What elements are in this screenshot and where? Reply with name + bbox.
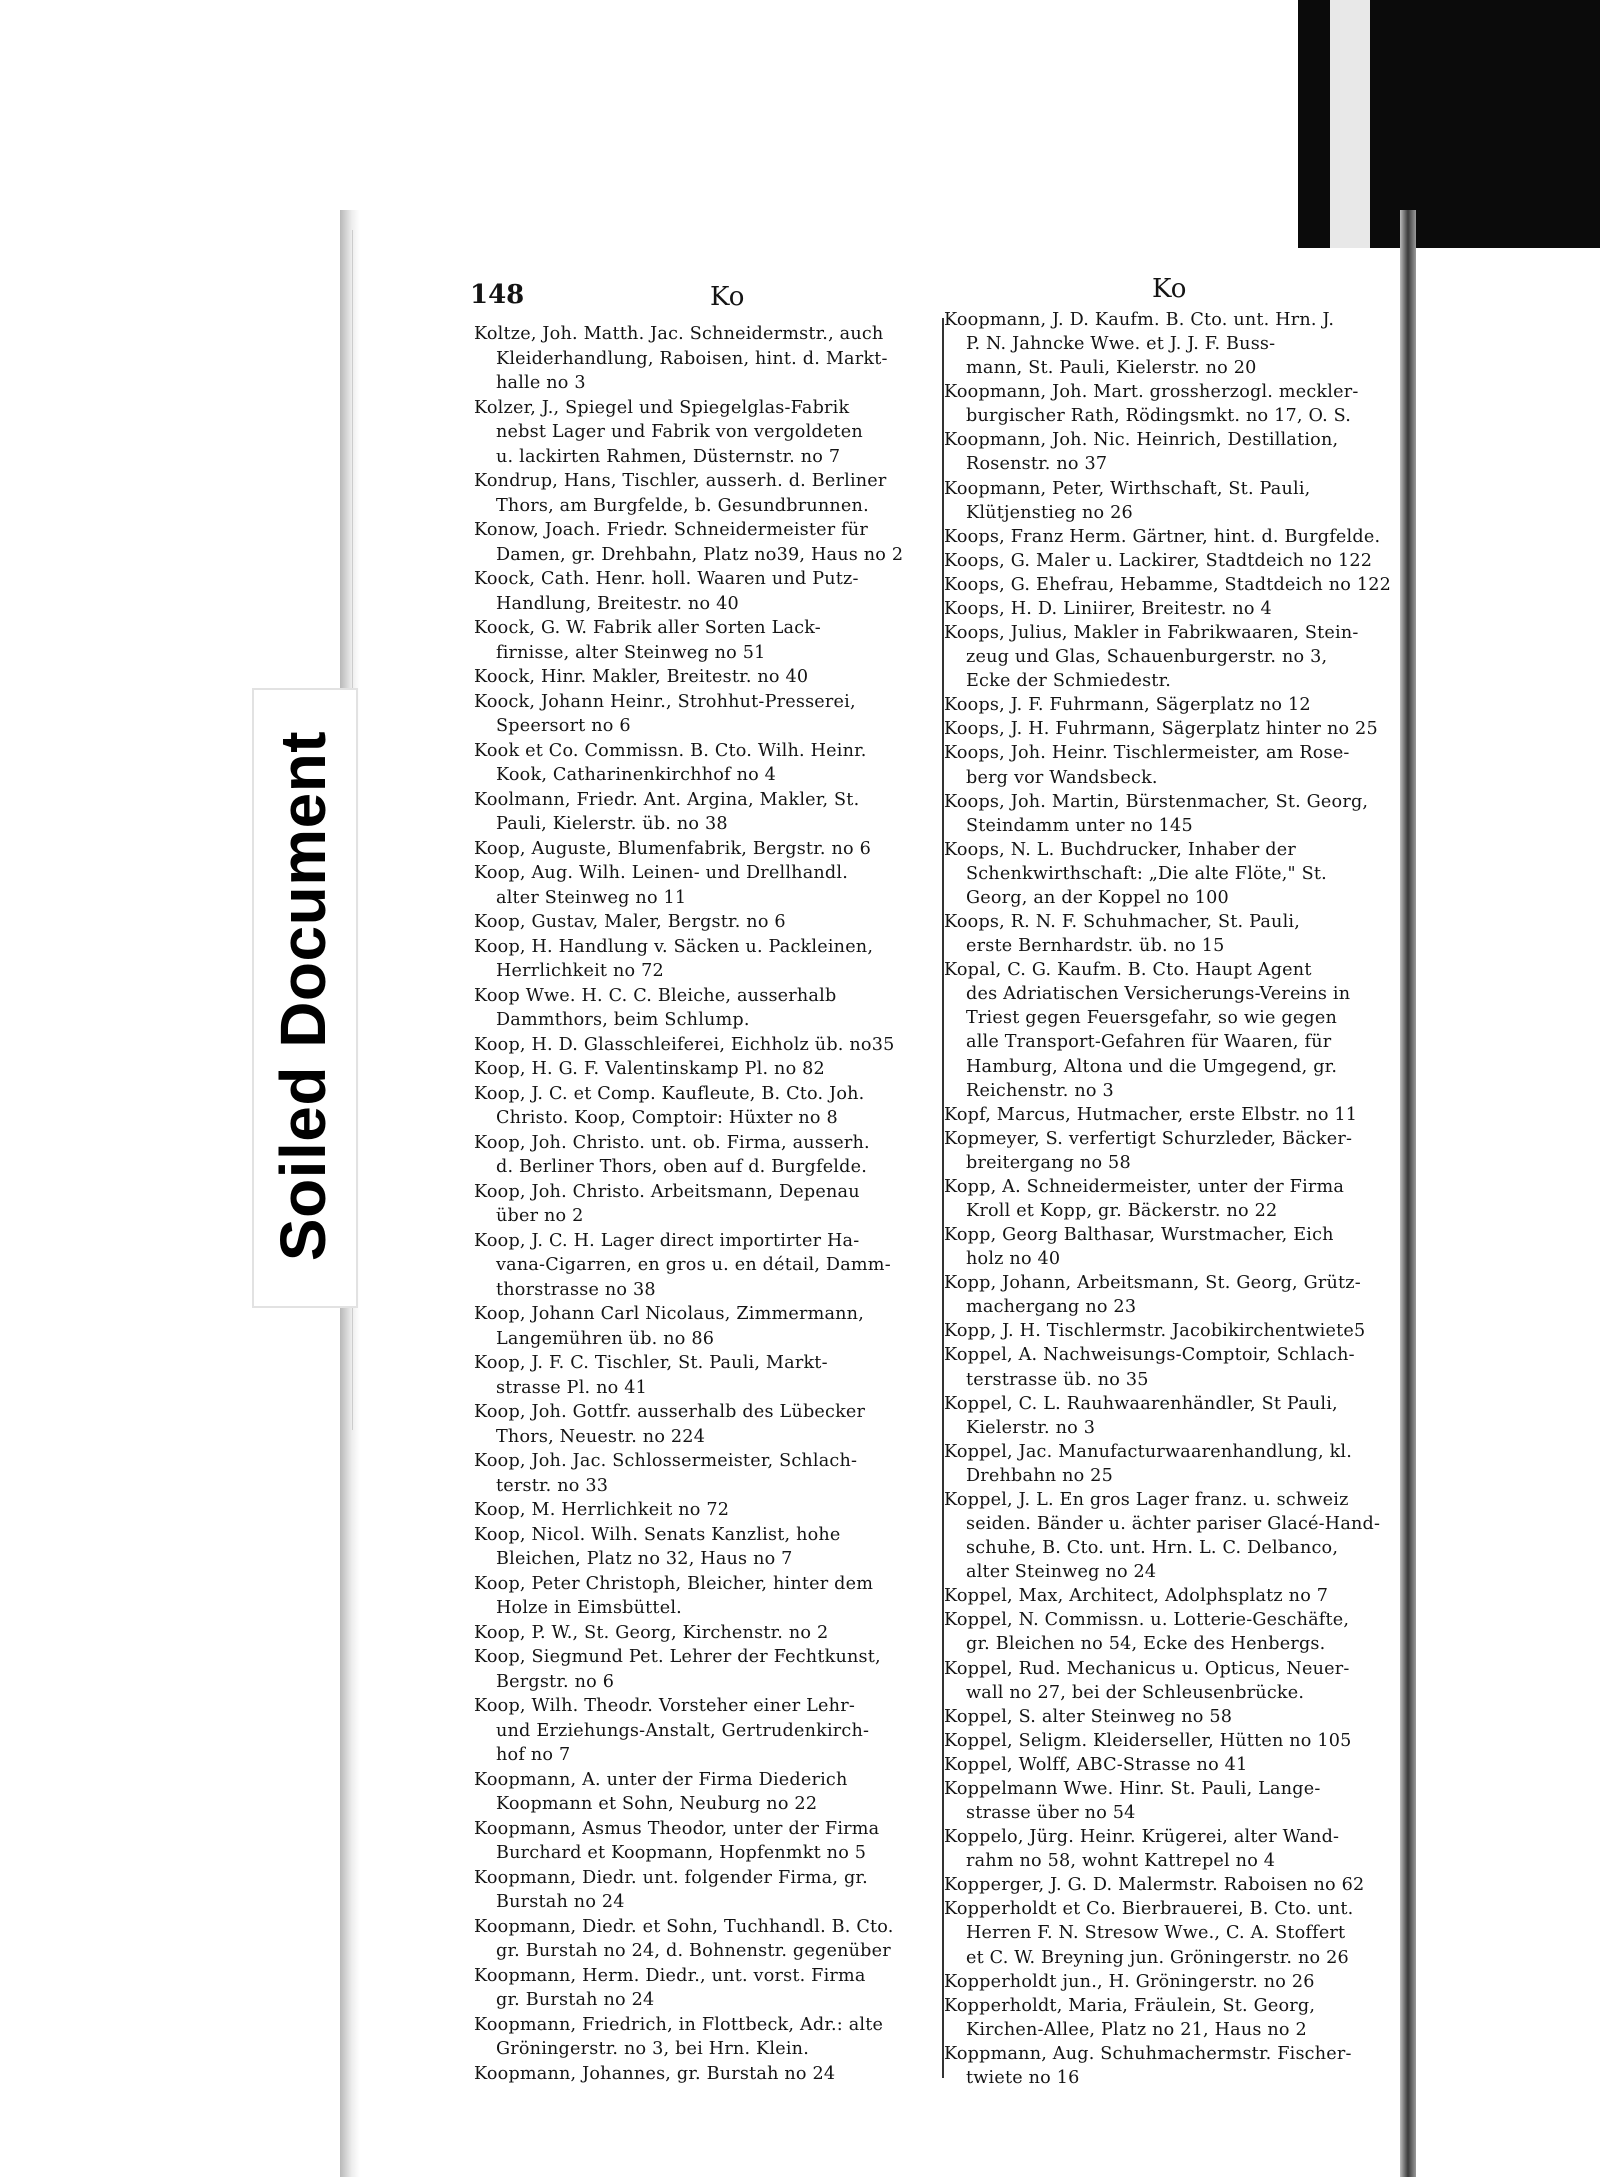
running-head-left: Ko bbox=[710, 282, 745, 312]
directory-entry bbox=[944, 1873, 1364, 1897]
entry-name-line: Kopp, J. H. Tischlermstr. Jacobikirchentwiete5 bbox=[944, 1321, 1366, 1342]
directory-entry bbox=[474, 1915, 894, 1964]
entry-name-line: Kolzer, J., Spiegel und Spiegelglas-Fabrik bbox=[474, 397, 850, 418]
entry-name-line: Koppel, C. L. Rauhwaarenhändler, St Pauli, bbox=[944, 1393, 1338, 1414]
directory-entry bbox=[944, 693, 1311, 717]
directory-entry bbox=[474, 1131, 870, 1180]
entry-name-line: Koock, G. W. Fabrik aller Sorten Lack- bbox=[474, 618, 821, 638]
entry-continuation-line: und Erziehungs-Anstalt, Gertrudenkirch- bbox=[496, 1720, 870, 1741]
entry-name-line: Koppel, J. L. En gros Lager franz. u. schweiz bbox=[944, 1489, 1349, 1510]
entry-name-line: Koltze, Joh. Matth. Jac. Schneidermstr., auch bbox=[474, 324, 884, 344]
entry-name-line: Kopal, C. G. Kaufm. B. Cto. Haupt Agent bbox=[944, 960, 1312, 981]
entry-name-line: Kopp, Georg Balthasar, Wurstmacher, Eich bbox=[944, 1225, 1334, 1246]
directory-entry bbox=[944, 1175, 1344, 1223]
entry-continuation-line: über no 2 bbox=[496, 1206, 584, 1226]
entry-continuation-line: hof no 7 bbox=[496, 1745, 571, 1765]
entry-name-line: Koop, Siegmund Pet. Lehrer der Fechtkunst, bbox=[474, 1647, 881, 1667]
entry-continuation-line: Georg, an der Koppel no 100 bbox=[966, 887, 1229, 908]
directory-entry bbox=[944, 1753, 1247, 1777]
directory-entry bbox=[944, 1777, 1321, 1825]
directory-entry bbox=[944, 790, 1368, 838]
directory-entry bbox=[474, 1572, 873, 1621]
directory-entry bbox=[474, 616, 821, 665]
entry-continuation-line: Gröningerstr. no 3, bei Hrn. Klein. bbox=[496, 2039, 809, 2059]
directory-entry bbox=[474, 984, 836, 1033]
entry-continuation-line: Dammthors, beim Schlump. bbox=[496, 1010, 750, 1030]
entry-name-line: Koppmann, Aug. Schuhmachermstr. Fischer- bbox=[944, 2043, 1352, 2064]
directory-entry bbox=[944, 1488, 1380, 1584]
entry-continuation-line: Schenkwirthschaft: „Die alte Flöte," St. bbox=[966, 863, 1327, 884]
entry-continuation-line: nebst Lager und Fabrik von vergoldeten bbox=[496, 422, 863, 442]
directory-entry bbox=[944, 1897, 1353, 1969]
directory-entry bbox=[944, 1392, 1338, 1440]
entry-continuation-line: Thors, am Burgfelde, b. Gesundbrunnen. bbox=[496, 495, 869, 516]
directory-entry bbox=[474, 837, 871, 862]
entry-name-line: Koolmann, Friedr. Ant. Argina, Makler, St. bbox=[474, 789, 860, 810]
entry-name-line: Koop, J. C. et Comp. Kaufleute, B. Cto. Joh. bbox=[474, 1083, 865, 1104]
entry-continuation-line: Kleiderhandlung, Raboisen, hint. d. Markt- bbox=[496, 348, 888, 369]
directory-entry bbox=[474, 469, 887, 518]
entry-name-line: Koops, H. D. Liniirer, Breitestr. no 4 bbox=[944, 598, 1272, 619]
soiled-document-label: Soiled Document bbox=[267, 730, 339, 1262]
directory-entry bbox=[944, 1584, 1328, 1608]
entry-name-line: Koop, Joh. Christo. unt. ob. Firma, ausserh. bbox=[474, 1132, 870, 1153]
entry-continuation-line: alter Steinweg no 24 bbox=[966, 1562, 1157, 1583]
directory-entry bbox=[474, 739, 867, 788]
entry-name-line: Kopperholdt jun., H. Gröningerstr. no 26 bbox=[944, 1971, 1315, 1992]
directory-entry bbox=[944, 1825, 1339, 1873]
entry-continuation-line: alle Transport-Gefahren für Waaren, für bbox=[966, 1032, 1332, 1053]
directory-entry bbox=[944, 573, 1391, 597]
entry-name-line: Koops, R. N. F. Schuhmacher, St. Pauli, bbox=[944, 912, 1301, 933]
entry-continuation-line: mann, St. Pauli, Kielerstr. no 20 bbox=[966, 358, 1257, 379]
entry-name-line: Koock, Johann Heinr., Strohhut-Presserei, bbox=[474, 691, 856, 712]
entry-continuation-line: Damen, gr. Drehbahn, Platz no39, Haus no 2 bbox=[496, 544, 904, 565]
directory-entry bbox=[944, 1440, 1352, 1488]
entry-name-line: Koop, Peter Christoph, Bleicher, hinter dem bbox=[474, 1573, 874, 1594]
page-number: 148 bbox=[470, 280, 525, 310]
entry-name-line: Koock, Hinr. Makler, Breitestr. no 40 bbox=[474, 667, 809, 687]
entry-name-line: Koop, Auguste, Blumenfabrik, Bergstr. no 6 bbox=[474, 838, 871, 859]
directory-entry bbox=[474, 788, 859, 837]
entry-continuation-line: gr. Burstah no 24 bbox=[496, 1990, 655, 2010]
entry-name-line: Koops, G. Maler u. Lackirer, Stadtdeich no 122 bbox=[944, 550, 1373, 571]
directory-entry bbox=[474, 1498, 729, 1523]
entry-name-line: Koops, G. Ehefrau, Hebamme, Stadtdeich no 122 bbox=[944, 574, 1392, 595]
directory-entry bbox=[474, 1694, 869, 1768]
entry-name-line: Koop, P. W., St. Georg, Kirchenstr. no 2 bbox=[474, 1622, 829, 1643]
entry-continuation-line: Reichenstr. no 3 bbox=[966, 1080, 1114, 1101]
directory-entry bbox=[474, 935, 873, 984]
entry-continuation-line: vana-Cigarren, en gros u. en détail, Damm- bbox=[496, 1255, 891, 1275]
entry-continuation-line: Kroll et Kopp, gr. Bäckerstr. no 22 bbox=[966, 1200, 1278, 1221]
entry-continuation-line: Handlung, Breitestr. no 40 bbox=[496, 593, 739, 614]
directory-entry bbox=[944, 958, 1350, 1102]
directory-entry bbox=[474, 1082, 864, 1131]
entry-name-line: Koop, H. D. Glasschleiferei, Eichholz üb. no35 bbox=[474, 1034, 895, 1055]
entry-continuation-line: Hamburg, Altona und die Umgegend, gr. bbox=[966, 1056, 1338, 1077]
entry-name-line: Koopmann, Diedr. et Sohn, Tuchhandl. B. Cto. bbox=[474, 1916, 894, 1937]
directory-entry bbox=[474, 2013, 883, 2062]
directory-entry bbox=[944, 1127, 1352, 1175]
entry-continuation-line: Holze in Eimsbüttel. bbox=[496, 1598, 682, 1618]
entry-continuation-line: firnisse, alter Steinweg no 51 bbox=[496, 642, 766, 663]
directory-entry bbox=[474, 665, 808, 690]
entry-continuation-line: P. N. Jahncke Wwe. et J. J. F. Buss- bbox=[966, 334, 1276, 355]
directory-entry bbox=[474, 861, 848, 910]
entry-continuation-line: Drehbahn no 25 bbox=[966, 1465, 1113, 1486]
entry-continuation-line: des Adriatischen Versicherungs-Vereins in bbox=[966, 984, 1351, 1005]
directory-entry bbox=[474, 1964, 866, 2013]
entry-name-line: Kopperholdt et Co. Bierbrauerei, B. Cto. unt. bbox=[944, 1899, 1354, 1920]
entry-continuation-line: Kielerstr. no 3 bbox=[966, 1417, 1096, 1438]
directory-entry bbox=[944, 477, 1310, 525]
entry-continuation-line: Ecke der Schmiedestr. bbox=[966, 671, 1172, 692]
entry-continuation-line: terstrasse üb. no 35 bbox=[966, 1369, 1149, 1390]
entry-continuation-line: gr. Burstah no 24, d. Bohnenstr. gegenüber bbox=[496, 1941, 891, 1961]
directory-entry bbox=[944, 1994, 1315, 2042]
entry-name-line: Koopmann, Herm. Diedr., unt. vorst. Firma bbox=[474, 1965, 866, 1986]
entry-continuation-line: strasse über no 54 bbox=[966, 1803, 1136, 1824]
directory-entry bbox=[474, 2062, 835, 2087]
directory-entry bbox=[474, 396, 863, 470]
entry-continuation-line: machergang no 23 bbox=[966, 1297, 1137, 1318]
directory-entry bbox=[474, 1400, 865, 1449]
entry-name-line: Kopp, A. Schneidermeister, unter der Firma bbox=[944, 1176, 1345, 1197]
entry-continuation-line: zeug und Glas, Schauenburgerstr. no 3, bbox=[966, 647, 1328, 668]
entry-name-line: Koopmann, Joh. Mart. grossherzogl. meckler- bbox=[944, 382, 1359, 403]
entry-continuation-line: terstr. no 33 bbox=[496, 1475, 609, 1496]
entry-continuation-line: Burstah no 24 bbox=[496, 1892, 625, 1912]
directory-entry bbox=[474, 1768, 848, 1817]
entry-continuation-line: berg vor Wandsbeck. bbox=[966, 767, 1158, 788]
directory-entry bbox=[944, 1705, 1232, 1729]
entry-continuation-line: Herren F. N. Stresow Wwe., C. A. Stoffert bbox=[966, 1923, 1346, 1944]
entry-name-line: Kopp, Johann, Arbeitsmann, St. Georg, Grütz- bbox=[944, 1273, 1361, 1294]
entry-name-line: Koop Wwe. H. C. C. Bleiche, ausserhalb bbox=[474, 985, 837, 1006]
directory-entry bbox=[474, 1302, 864, 1351]
directory-entry bbox=[944, 380, 1359, 428]
directory-entry bbox=[474, 518, 903, 567]
entry-continuation-line: Herrlichkeit no 72 bbox=[496, 961, 664, 981]
directory-entry bbox=[474, 1621, 828, 1646]
directory-entry bbox=[944, 1271, 1361, 1319]
directory-entry bbox=[474, 1229, 891, 1303]
entry-name-line: Koops, Joh. Heinr. Tischlermeister, am Rose- bbox=[944, 743, 1350, 764]
entry-name-line: Kondrup, Hans, Tischler, ausserh. d. Berliner bbox=[474, 471, 887, 491]
entry-continuation-line: Kook, Catharinenkirchhof no 4 bbox=[496, 765, 777, 785]
entry-name-line: Kook et Co. Commissn. B. Cto. Wilh. Heinr. bbox=[474, 740, 867, 761]
entry-name-line: Koops, Franz Herm. Gärtner, hint. d. Burgfelde. bbox=[944, 526, 1381, 547]
entry-continuation-line: erste Bernhardstr. üb. no 15 bbox=[966, 936, 1225, 957]
entry-name-line: Koop, J. C. H. Lager direct importirter Ha- bbox=[474, 1230, 860, 1251]
entry-continuation-line: Thors, Neuestr. no 224 bbox=[496, 1426, 706, 1447]
directory-entry bbox=[944, 428, 1338, 476]
entry-name-line: Koops, N. L. Buchdrucker, Inhaber der bbox=[944, 839, 1296, 860]
entry-continuation-line: wall no 27, bei der Schleusenbrücke. bbox=[966, 1682, 1305, 1703]
directory-entry bbox=[944, 1608, 1349, 1656]
entry-name-line: Koopmann, Joh. Nic. Heinrich, Destillation, bbox=[944, 430, 1339, 451]
entry-continuation-line: Christo. Koop, Comptoir: Hüxter no 8 bbox=[496, 1108, 838, 1128]
entry-continuation-line: d. Berliner Thors, oben auf d. Burgfelde. bbox=[496, 1157, 867, 1177]
directory-entry bbox=[944, 741, 1350, 789]
entry-name-line: Koop, J. F. C. Tischler, St. Pauli, Markt- bbox=[474, 1353, 828, 1373]
directory-entry bbox=[944, 1657, 1350, 1705]
entry-continuation-line: burgischer Rath, Rödingsmkt. no 17, O. S. bbox=[966, 406, 1352, 427]
entry-name-line: Konow, Joach. Friedr. Schneidermeister für bbox=[474, 520, 869, 540]
entry-name-line: Koppel, Max, Architect, Adolphsplatz no 7 bbox=[944, 1586, 1329, 1607]
directory-entry bbox=[474, 1180, 860, 1229]
entry-continuation-line: Klütjenstieg no 26 bbox=[966, 502, 1133, 523]
entry-name-line: Koopmann, Diedr. unt. folgender Firma, gr. bbox=[474, 1867, 868, 1888]
entry-continuation-line: thorstrasse no 38 bbox=[496, 1279, 656, 1300]
entry-name-line: Koopmann, Peter, Wirthschaft, St. Pauli, bbox=[944, 478, 1311, 499]
entry-name-line: Koop, Joh. Gottfr. ausserhalb des Lübecker bbox=[474, 1402, 866, 1422]
directory-entry bbox=[474, 567, 859, 616]
entry-name-line: Koop, Joh. Christo. Arbeitsmann, Depenau bbox=[474, 1181, 860, 1202]
directory-entry bbox=[944, 525, 1380, 549]
directory-entry bbox=[944, 1343, 1355, 1391]
entry-name-line: Koppel, Seligm. Kleiderseller, Hütten no 105 bbox=[944, 1730, 1352, 1751]
entry-name-line: Kopmeyer, S. verfertigt Schurzleder, Bäcker- bbox=[944, 1128, 1353, 1149]
entry-continuation-line: Steindamm unter no 145 bbox=[966, 815, 1193, 836]
directory-entry bbox=[474, 1523, 841, 1572]
entry-continuation-line: twiete no 16 bbox=[966, 2067, 1080, 2088]
entry-name-line: Koopmann, A. unter der Firma Diederich bbox=[474, 1769, 848, 1790]
entry-continuation-line: Kirchen-Allee, Platz no 21, Haus no 2 bbox=[966, 2019, 1307, 2040]
entry-name-line: Koopmann, Asmus Theodor, unter der Firma bbox=[474, 1818, 880, 1839]
entry-continuation-line: Rosenstr. no 37 bbox=[966, 454, 1108, 475]
entry-continuation-line: et C. W. Breyning jun. Gröningerstr. no 26 bbox=[966, 1947, 1349, 1968]
entry-name-line: Koopmann, Johannes, gr. Burstah no 24 bbox=[474, 2063, 836, 2084]
entry-continuation-line: Bergstr. no 6 bbox=[496, 1671, 615, 1692]
directory-entry bbox=[474, 1817, 879, 1866]
entry-name-line: Koppel, A. Nachweisungs-Comptoir, Schlach- bbox=[944, 1345, 1355, 1366]
book-gutter bbox=[1400, 210, 1416, 2177]
directory-entry bbox=[944, 1729, 1352, 1753]
scan-edge-band bbox=[1330, 0, 1370, 248]
entry-continuation-line: alter Steinweg no 11 bbox=[496, 887, 687, 908]
directory-entry bbox=[474, 1351, 828, 1400]
entry-name-line: Koppel, Rud. Mechanicus u. Opticus, Neuer- bbox=[944, 1658, 1350, 1679]
directory-entry bbox=[474, 910, 786, 935]
entry-name-line: Koops, Julius, Makler in Fabrikwaaren, Stein- bbox=[944, 623, 1359, 644]
entry-continuation-line: Triest gegen Feuersgefahr, so wie gegen bbox=[966, 1008, 1338, 1029]
directory-entry bbox=[474, 690, 856, 739]
directory-entry bbox=[474, 1033, 895, 1058]
entry-name-line: Koppel, Jac. Manufacturwaarenhandlung, kl. bbox=[944, 1441, 1353, 1462]
directory-entry bbox=[944, 838, 1327, 910]
entry-name-line: Koppel, S. alter Steinweg no 58 bbox=[944, 1706, 1233, 1727]
entry-continuation-line: Burchard et Koopmann, Hopfenmkt no 5 bbox=[496, 1843, 867, 1863]
entry-name-line: Koop, Joh. Jac. Schlossermeister, Schlach- bbox=[474, 1451, 858, 1471]
entry-continuation-line: schuhe, B. Cto. unt. Hrn. L. C. Delbanco, bbox=[966, 1538, 1339, 1559]
entry-continuation-line: strasse Pl. no 41 bbox=[496, 1377, 648, 1398]
entry-name-line: Koop, H. Handlung v. Säcken u. Packleinen, bbox=[474, 936, 874, 957]
entry-continuation-line: Bleichen, Platz no 32, Haus no 7 bbox=[496, 1549, 793, 1569]
entry-continuation-line: Pauli, Kielerstr. üb. no 38 bbox=[496, 814, 728, 834]
entry-continuation-line: Speersort no 6 bbox=[496, 716, 631, 736]
directory-entry bbox=[944, 597, 1272, 621]
entry-name-line: Koop, H. G. F. Valentinskamp Pl. no 82 bbox=[474, 1059, 825, 1079]
entry-name-line: Koop, Gustav, Maler, Bergstr. no 6 bbox=[474, 912, 786, 932]
entry-name-line: Koops, J. F. Fuhrmann, Sägerplatz no 12 bbox=[944, 695, 1311, 716]
entry-continuation-line: rahm no 58, wohnt Kattrepel no 4 bbox=[966, 1851, 1276, 1872]
entry-name-line: Koppelo, Jürg. Heinr. Krügerei, alter Wand- bbox=[944, 1827, 1340, 1848]
entry-name-line: Koop, M. Herrlichkeit no 72 bbox=[474, 1500, 730, 1520]
entry-continuation-line: halle no 3 bbox=[496, 373, 586, 393]
entry-name-line: Koops, J. H. Fuhrmann, Sägerplatz hinter no 25 bbox=[944, 719, 1378, 740]
directory-entry bbox=[944, 1103, 1357, 1127]
entry-continuation-line: gr. Bleichen no 54, Ecke des Henbergs. bbox=[966, 1634, 1326, 1655]
entry-name-line: Koop, Nicol. Wilh. Senats Kanzlist, hohe bbox=[474, 1524, 841, 1545]
directory-entry bbox=[944, 1223, 1334, 1271]
directory-entry bbox=[944, 549, 1372, 573]
directory-entry bbox=[944, 717, 1378, 741]
entry-name-line: Koppelmann Wwe. Hinr. St. Pauli, Lange- bbox=[944, 1778, 1321, 1799]
directory-entry bbox=[944, 621, 1359, 693]
directory-entry bbox=[474, 322, 888, 396]
entry-continuation-line: breitergang no 58 bbox=[966, 1152, 1131, 1173]
directory-entry bbox=[474, 1449, 857, 1498]
entry-name-line: Koop, Wilh. Theodr. Vorsteher einer Lehr- bbox=[474, 1696, 855, 1716]
directory-entry bbox=[944, 308, 1334, 380]
entry-name-line: Koock, Cath. Henr. holl. Waaren und Putz- bbox=[474, 569, 859, 589]
entry-continuation-line: Koopmann et Sohn, Neuburg no 22 bbox=[496, 1794, 818, 1814]
entry-name-line: Kopf, Marcus, Hutmacher, erste Elbstr. no 11 bbox=[944, 1104, 1358, 1125]
entry-name-line: Koop, Aug. Wilh. Leinen- und Drellhandl. bbox=[474, 863, 848, 883]
directory-entry bbox=[944, 2042, 1352, 2090]
directory-entry bbox=[474, 1057, 825, 1082]
entry-continuation-line: u. lackirten Rahmen, Düsternstr. no 7 bbox=[496, 446, 841, 467]
directory-entry bbox=[474, 1645, 881, 1694]
entry-name-line: Koops, Joh. Martin, Bürstenmacher, St. Georg, bbox=[944, 791, 1369, 812]
entry-name-line: Kopperholdt, Maria, Fräulein, St. Georg, bbox=[944, 1995, 1316, 2016]
directory-entry bbox=[474, 1866, 868, 1915]
entry-name-line: Koopmann, Friedrich, in Flottbeck, Adr.: alte bbox=[474, 2014, 884, 2035]
running-head-middle: Ko bbox=[1152, 274, 1187, 304]
directory-entry bbox=[944, 1970, 1315, 1994]
entry-name-line: Koop, Johann Carl Nicolaus, Zimmermann, bbox=[474, 1304, 864, 1324]
entry-continuation-line: seiden. Bänder u. ächter pariser Glacé-Hand- bbox=[966, 1514, 1381, 1535]
entry-name-line: Koppel, Wolff, ABC-Strasse no 41 bbox=[944, 1754, 1248, 1775]
entry-name-line: Koopmann, J. D. Kaufm. B. Cto. unt. Hrn. J. bbox=[944, 310, 1335, 330]
directory-entry bbox=[944, 910, 1300, 958]
directory-entry bbox=[944, 1319, 1365, 1343]
entry-continuation-line: holz no 40 bbox=[966, 1249, 1061, 1270]
entry-name-line: Koppel, N. Commissn. u. Lotterie-Geschäfte, bbox=[944, 1610, 1350, 1631]
entry-name-line: Kopperger, J. G. D. Malermstr. Raboisen no 62 bbox=[944, 1875, 1365, 1896]
entry-continuation-line: Langemühren üb. no 86 bbox=[496, 1328, 715, 1349]
